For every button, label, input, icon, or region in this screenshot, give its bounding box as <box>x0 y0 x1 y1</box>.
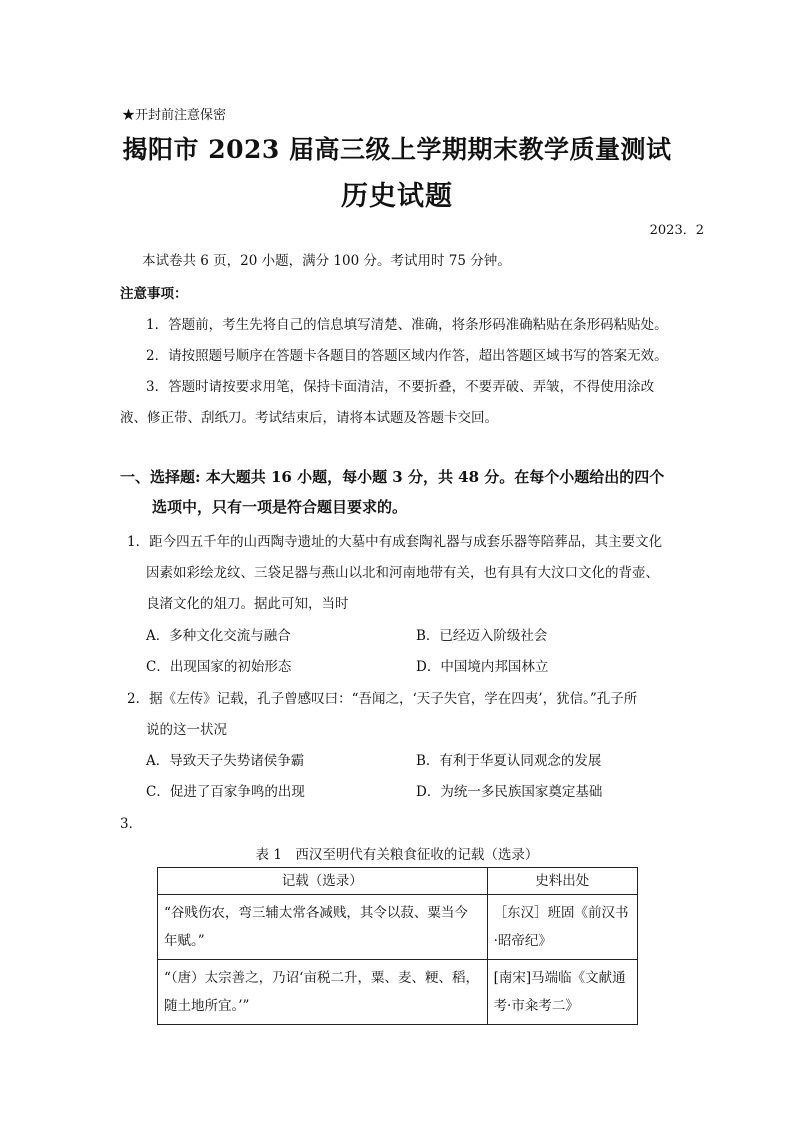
note-item: 2．请按照题号顺序在答题卡各题目的答题区域内作答，超出答题区域书写的答案无效。 <box>146 348 668 364</box>
record-cell: “（唐）太宗善之，乃诏‘亩税二升，粟、麦、粳、稻，随土地所宜。’” <box>158 960 488 1025</box>
table-row <box>158 960 638 1025</box>
option-c: C．促进了百家争鸣的出现 <box>146 784 305 800</box>
note-item: 3．答题时请按要求用笔，保持卡面清洁，不要折叠，不要弄破、弄皱，不得使用涂改 <box>146 379 655 395</box>
option-a: A．导致天子失势诸侯争霸 <box>146 753 305 769</box>
option-d: D．为统一多民族国家奠定基础 <box>416 784 603 800</box>
option-d: D．中国境内邦国林立 <box>416 659 549 675</box>
section-heading: 一、选择题: 本大题共 16 小题，每小题 3 分，共 48 分。在每个小题给出的四个 <box>120 468 665 486</box>
table-header-row <box>158 868 638 895</box>
source-cell: [南宋]马端临《文献通考·市籴考二》 <box>487 960 637 1025</box>
table-row <box>158 895 638 960</box>
notes-heading: 注意事项： <box>120 286 188 302</box>
exam-date: 2023．2 <box>649 223 704 238</box>
section-heading-cont: 选项中，只有一项是符合题目要求的。 <box>152 498 408 516</box>
question-text: 良渚文化的俎刀。据此可知，当时 <box>146 596 349 612</box>
table-caption: 表 1 西汉至明代有关粮食征收的记载（选录） <box>255 847 539 863</box>
exam-title: 揭阳市 2023 届高三级上学期期末教学质量测试 <box>122 135 672 164</box>
intro-text: 本试卷共 6 页，20 小题，满分 100 分。考试用时 75 分钟。 <box>142 253 511 269</box>
note-item: 1．答题前，考生先将自己的信息填写清楚、准确，将条形码准确粘贴在条形码粘贴处。 <box>146 317 668 333</box>
note-item: 液、修正带、刮纸刀。考试结束后，请将本试题及答题卡交回。 <box>120 410 498 426</box>
option-b: B．已经迈入阶级社会 <box>416 628 548 644</box>
confidential-notice: ★开封前注意保密 <box>122 108 227 123</box>
question-text: 1．距今四五千年的山西陶寺遗址的大墓中有成套陶礼器与成套乐器等陪葬品，其主要文化 <box>127 534 663 550</box>
question-text: 2．据《左传》记载，孔子曾感叹曰：“吾闻之，‘天子失官，学在四夷’，犹信。”孔子所 <box>127 691 638 707</box>
question-text: 说的这一状况 <box>146 722 227 738</box>
option-b: B．有利于华夏认同观念的发展 <box>416 753 602 769</box>
header-record: 记载（选录） <box>158 868 488 895</box>
question-3-number: 3． <box>120 816 143 832</box>
question-text: 因素如彩绘龙纹、三袋足器与燕山以北和河南地带有关，也有具有大汶口文化的背壶、 <box>146 565 659 581</box>
header-source: 史料出处 <box>487 868 637 895</box>
record-cell: “谷贱伤农，弯三辅太常各减贱，其令以菽、粟当今年赋。” <box>158 895 488 960</box>
source-cell: ［东汉］班固《前汉书·昭帝纪》 <box>487 895 637 960</box>
grain-levy-table <box>157 867 638 1025</box>
option-a: A．多种文化交流与融合 <box>146 628 291 644</box>
subject-title: 历史试题 <box>341 181 453 212</box>
option-c: C．出现国家的初始形态 <box>146 659 292 675</box>
